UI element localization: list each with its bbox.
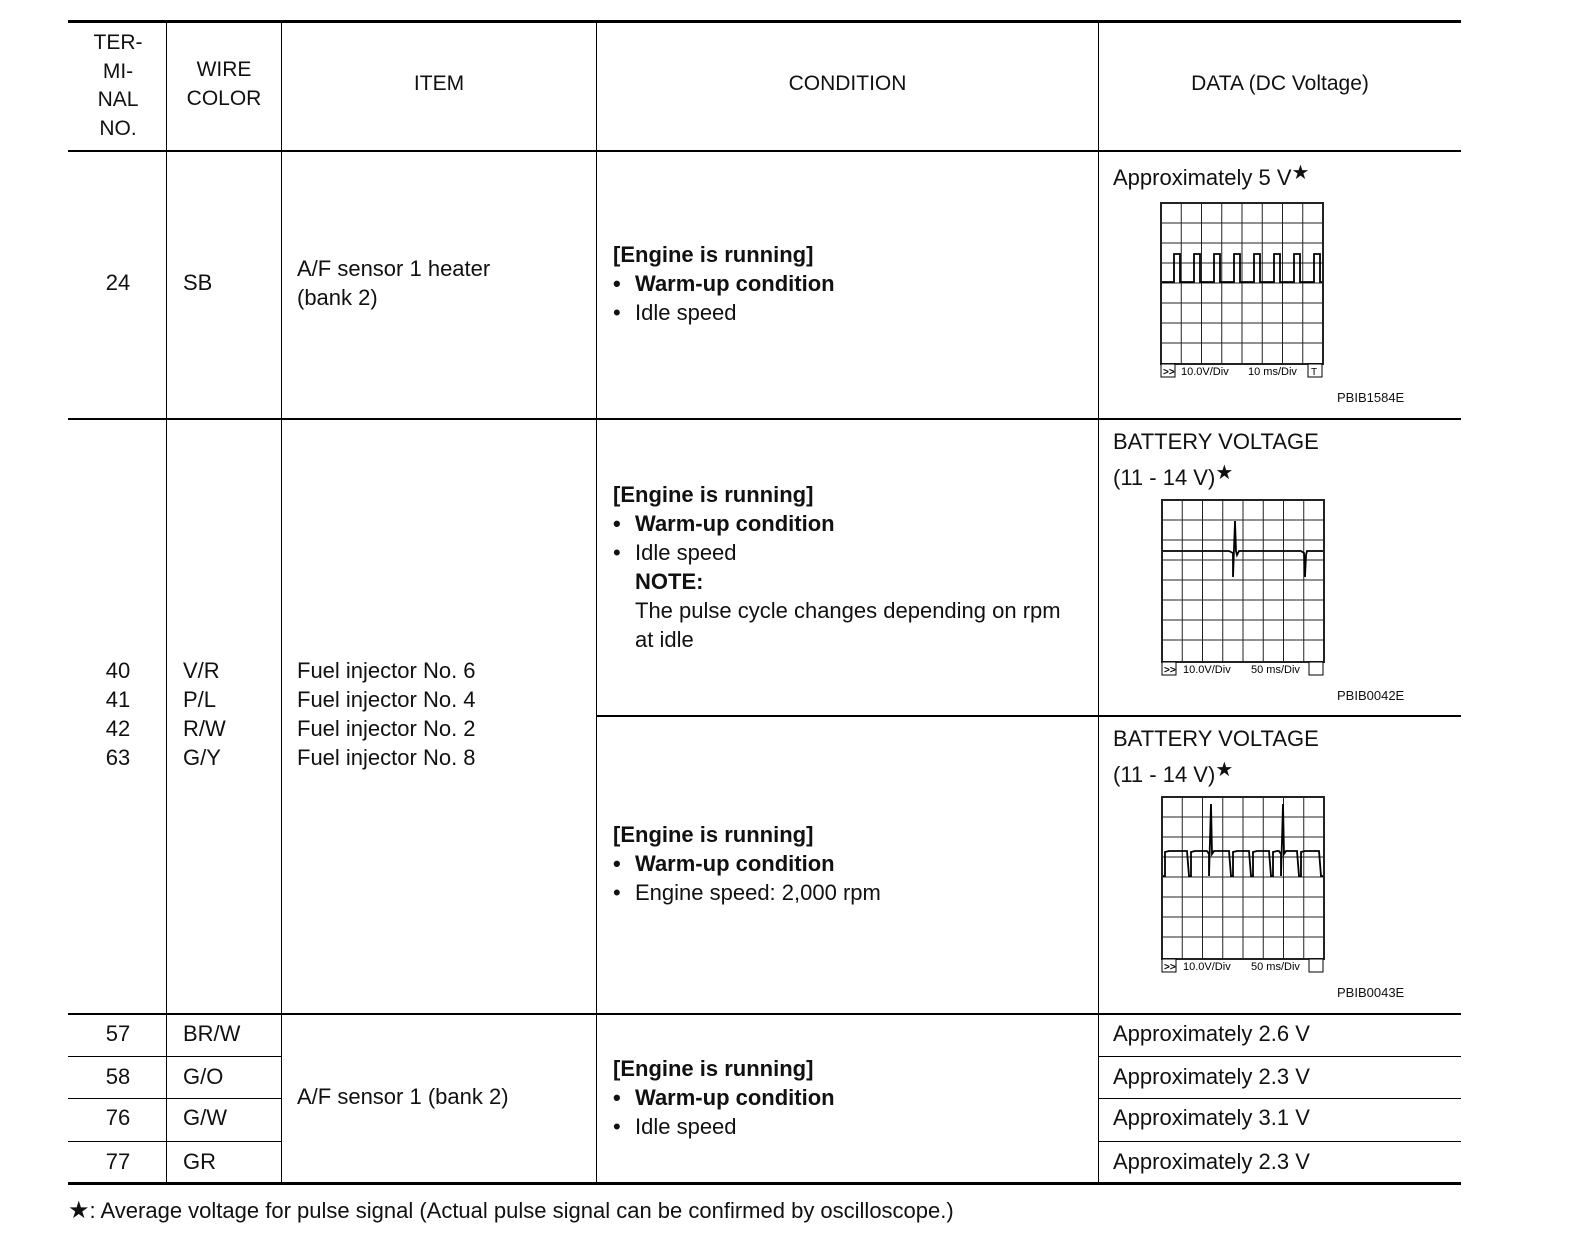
oscilloscope-waveform-2 <box>1161 499 1327 679</box>
col-divider-3 <box>596 20 597 1183</box>
table-bottom-border <box>68 1182 1461 1185</box>
figure-code-3: PBIB0043E <box>1337 985 1405 1000</box>
figure-code-1: PBIB1584E <box>1337 390 1405 405</box>
sub-border-3-data <box>1098 1141 1461 1142</box>
injector-bottom-border <box>68 1013 1461 1015</box>
condition-injector-idle: [Engine is running] • Warm-up condition • Idle speed NOTE: The pulse cycle changes depending on rpm at idle <box>613 480 1039 654</box>
wire-color-sb: SB <box>183 270 213 295</box>
item-af-heater: A/F sensor 1 heater (bank 2) <box>297 256 491 310</box>
header-item: ITEM <box>413 72 465 95</box>
wire-color-go: G/O <box>183 1064 224 1089</box>
terminal-24: 24 <box>105 270 131 295</box>
wire-color-brw: BR/W <box>183 1021 241 1046</box>
scope-3-time-div: 50 ms/Div <box>1251 961 1300 973</box>
header-bottom-border <box>68 150 1461 152</box>
data-injector-idle-text: BATTERY VOLTAGE (11 - 14 V)★ <box>1113 429 1319 490</box>
terminal-77: 77 <box>105 1149 131 1174</box>
data-76: Approximately 3.1 V <box>1113 1105 1310 1130</box>
sub-border-1 <box>68 1056 282 1057</box>
header-terminal-no: TER- MI- NAL NO. <box>93 31 143 140</box>
sub-border-1-data <box>1098 1056 1461 1057</box>
scope-1-run-icon: >> <box>1163 367 1175 378</box>
condition-row-24: [Engine is running] • Warm-up condition • Idle speed <box>613 240 813 327</box>
star-symbol: ★ <box>68 1197 90 1224</box>
scope-1-volt-div: 10.0V/Div <box>1181 366 1229 378</box>
wire-color-gw: G/W <box>183 1105 227 1130</box>
scope-2-volt-div: 10.0V/Div <box>1183 664 1231 676</box>
header-wire-color: WIRE COLOR <box>186 58 262 110</box>
star-symbol: ★ <box>1215 462 1234 484</box>
data-57: Approximately 2.6 V <box>1113 1021 1310 1046</box>
scope-1-trigger: T <box>1311 367 1318 378</box>
sub-border-2-data <box>1098 1098 1461 1099</box>
terminal-58: 58 <box>105 1064 131 1089</box>
col-divider-2 <box>281 20 282 1183</box>
item-af-sensor: A/F sensor 1 (bank 2) <box>297 1084 509 1109</box>
row-24-bottom-border <box>68 418 1461 420</box>
item-list-injectors: Fuel injector No. 6 Fuel injector No. 4 Fuel injector No. 2 Fuel injector No. 8 <box>297 658 476 770</box>
scope-2-time-div: 50 ms/Div <box>1251 664 1300 676</box>
data-injector-2000rpm-text: BATTERY VOLTAGE (11 - 14 V)★ <box>1113 726 1319 787</box>
terminal-list-injectors: 40 41 42 63 <box>105 658 131 770</box>
scope-1-time-div: 10 ms/Div <box>1248 366 1297 378</box>
header-condition: CONDITION <box>788 72 907 95</box>
col-divider-1 <box>166 20 167 1183</box>
terminal-57: 57 <box>105 1021 131 1046</box>
condition-injector-2000rpm: [Engine is running] • Warm-up condition • Engine speed: 2,000 rpm <box>613 820 859 907</box>
oscilloscope-waveform-3 <box>1161 796 1327 976</box>
star-symbol: ★ <box>1291 162 1310 184</box>
wire-color-gr: GR <box>183 1149 216 1174</box>
data-58: Approximately 2.3 V <box>1113 1064 1310 1089</box>
wire-color-list-injectors: V/R P/L R/W G/Y <box>183 658 226 770</box>
injector-mid-border <box>596 715 1461 717</box>
table-top-border <box>68 20 1461 23</box>
header-data: DATA (DC Voltage) <box>1191 72 1369 95</box>
col-divider-4 <box>1098 20 1099 1183</box>
sub-border-3 <box>68 1141 282 1142</box>
oscilloscope-waveform-1 <box>1160 202 1326 382</box>
footnote: ★: Average voltage for pulse signal (Actual pulse signal can be confirmed by oscilloscope.) <box>68 1197 954 1224</box>
scope-3-volt-div: 10.0V/Div <box>1183 961 1231 973</box>
sub-border-2 <box>68 1098 282 1099</box>
scope-2-run-icon: >> <box>1164 665 1176 676</box>
data-77: Approximately 2.3 V <box>1113 1149 1310 1174</box>
star-symbol: ★ <box>1215 759 1234 781</box>
terminal-76: 76 <box>105 1105 131 1130</box>
scope-3-run-icon: >> <box>1164 962 1176 973</box>
figure-code-2: PBIB0042E <box>1337 688 1405 703</box>
condition-af-sensor: [Engine is running] • Warm-up condition • Idle speed <box>613 1054 813 1141</box>
data-row-24-text: Approximately 5 V★ <box>1113 162 1310 190</box>
